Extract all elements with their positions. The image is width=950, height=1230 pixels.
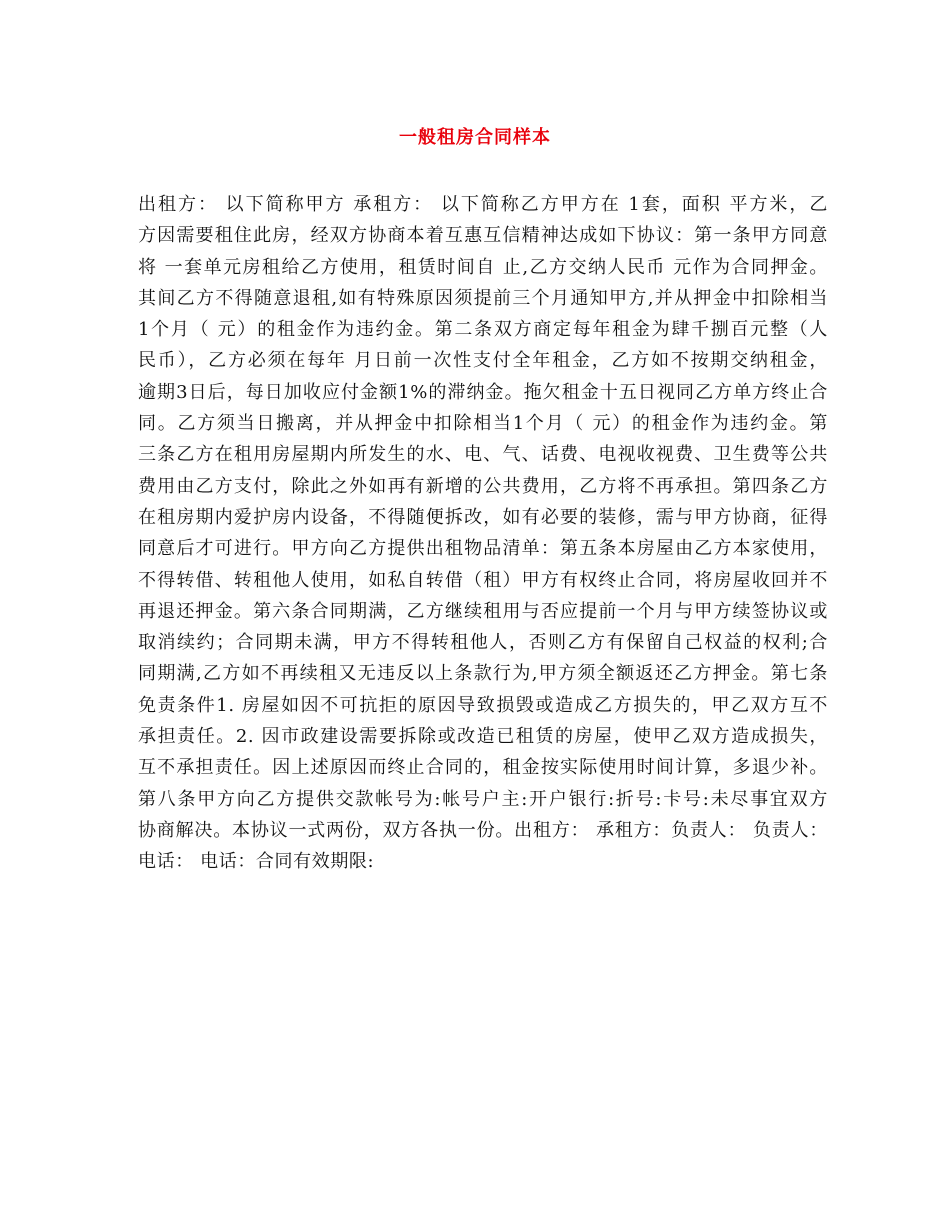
body-line: 承担责任。2. 因市政建设需要拆除或改造已租赁的房屋，使甲乙双方造成损失， <box>138 726 828 748</box>
body-line: 民币），乙方必须在每年 月日前一次性支付全年租金，乙方如不按期交纳租金， <box>138 350 828 372</box>
body-line: 逾期3日后，每日加收应付金额1%的滞纳金。拖欠租金十五日视同乙方单方终止合 <box>138 381 828 403</box>
body-line: 互不承担责任。因上述原因而终止合同的，租金按实际使用时间计算，多退少补。 <box>138 757 828 779</box>
contract-body <box>138 189 828 878</box>
body-line: 再退还押金。第六条合同期满，乙方继续租用与否应提前一个月与甲方续签协议或 <box>138 600 828 622</box>
body-line: 同意后才可进行。甲方向乙方提供出租物品清单：第五条本房屋由乙方本家使用， <box>138 538 828 560</box>
body-line: 第八条甲方向乙方提供交款帐号为:帐号户主:开户银行:折号:卡号:未尽事宜双方 <box>138 788 828 810</box>
body-line: 出租方： 以下简称甲方 承租方： 以下简称乙方甲方在 1套，面积 平方米，乙 <box>138 194 828 215</box>
body-line: 取消续约；合同期未满，甲方不得转租他人，否则乙方有保留自己权益的权利;合 <box>138 632 828 654</box>
body-line: 同。乙方须当日搬离，并从押金中扣除相当1个月（ 元）的租金作为违约金。第 <box>138 413 828 435</box>
body-line: 同期满,乙方如不再续租又无违反以上条款行为,甲方须全额返还乙方押金。第七条 <box>138 663 828 685</box>
body-line: 方因需要租住此房，经双方协商本着互惠互信精神达成如下协议：第一条甲方同意 <box>138 225 828 247</box>
body-line: 在租房期内爱护房内设备，不得随便拆改，如有必要的装修，需与甲方协商，征得 <box>138 506 828 528</box>
body-line: 电话： 电话：合同有效期限: <box>138 851 375 873</box>
body-line: 1个月（ 元）的租金作为违约金。第二条双方商定每年租金为肆千捌百元整（人 <box>138 319 828 341</box>
body-line: 将 一套单元房租给乙方使用，租赁时间自 止,乙方交纳人民币 元作为合同押金。 <box>138 256 828 278</box>
body-line: 不得转借、转租他人使用，如私自转借（租）甲方有权终止合同，将房屋收回并不 <box>138 569 828 591</box>
body-line: 协商解决。本协议一式两份，双方各执一份。出租方： 承租方：负责人： 负责人： <box>138 819 828 841</box>
body-line: 费用由乙方支付，除此之外如再有新增的公共费用，乙方将不再承担。第四条乙方 <box>138 475 828 497</box>
body-line: 免责条件1. 房屋如因不可抗拒的原因导致损毁或造成乙方损失的，甲乙双方互不 <box>138 694 828 716</box>
body-line: 其间乙方不得随意退租,如有特殊原因须提前三个月通知甲方,并从押金中扣除相当 <box>138 287 828 309</box>
document-title: 一般租房合同样本 <box>399 127 551 148</box>
body-line: 三条乙方在租用房屋期内所发生的水、电、气、话费、电视收视费、卫生费等公共 <box>138 444 828 466</box>
